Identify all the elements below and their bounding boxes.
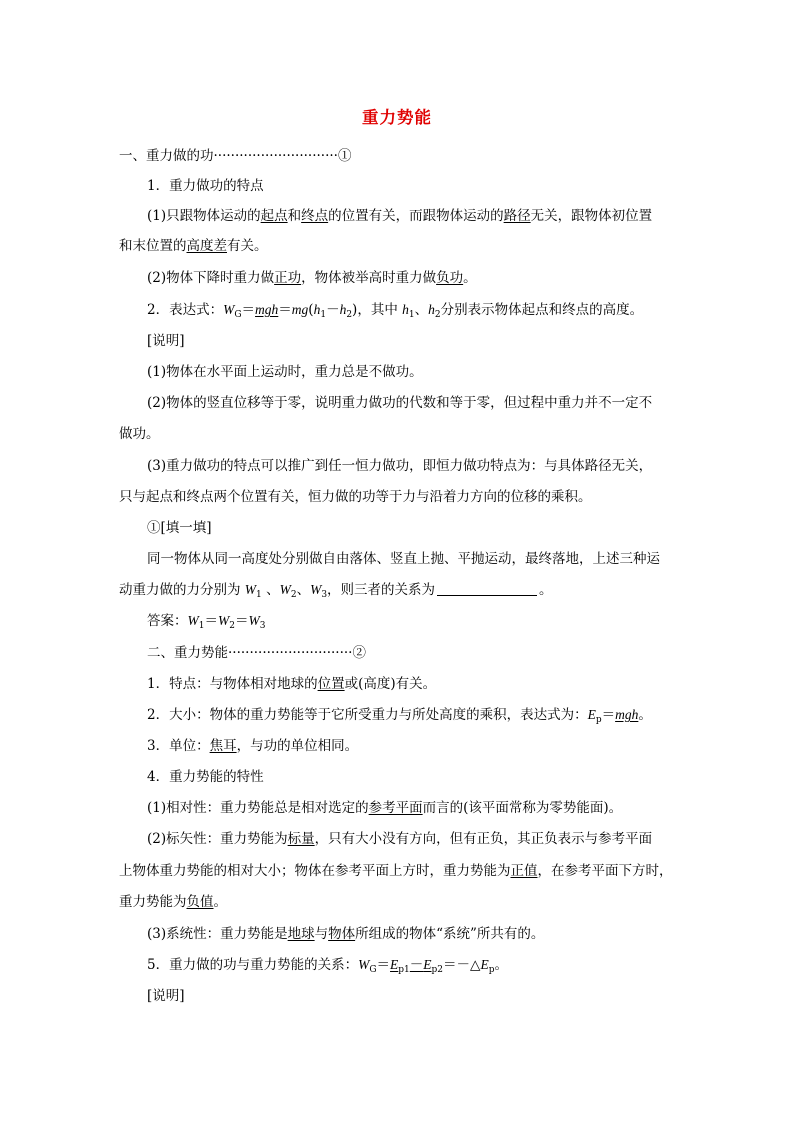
formula-sub: 3 [259,621,266,631]
s1-note3-line1: (3)重力做功的特点可以推广到任一恒力做功，即恒力做功特点为：与具体路径无关， [147,458,653,474]
text: (2)物体下降时重力做 [147,270,275,286]
formula-op: ＝ [376,957,391,973]
underlined-term: 焦耳 [209,738,237,754]
section2-heading [147,643,366,663]
text: ，则三者的关系为 [327,582,436,598]
text: 无关，跟物体初位置 [530,208,653,224]
formula-sub: p2 [431,965,444,975]
s2-scalar-line1 [147,829,652,849]
s2-scalar-line3 [119,892,227,912]
text: 和末位置的 [119,238,187,254]
text: (1)只跟物体运动的 [147,208,261,224]
page-title: 重力势能 [362,108,432,127]
question-line2 [119,580,553,600]
text: (1)相对性：重力势能总是相对选定的 [147,800,369,816]
s1-note-label: [说明] [147,333,185,349]
text: ，在参考平面下方时， [537,863,673,879]
text: 。 [539,582,553,598]
text: 答案： [147,613,188,629]
formula-sub: G [369,965,377,975]
formula-sub: 1 [320,310,327,320]
s1-note3-line2: 只与起点和终点两个位置有关，恒力做的功等于力与沿着力方向的位移的乘积。 [119,489,592,505]
text: 2．大小：物体的重力势能等于它所受重力与所处高度的乘积，表达式为： [147,707,588,723]
underlined-term: 起点 [260,208,288,224]
formula-op: － [326,302,340,318]
answer-blank[interactable] [437,582,537,596]
formula-op: ＝ [204,613,218,629]
formula-sub: 2 [434,310,441,320]
underlined-term: 正功 [274,270,302,286]
formula-var: E [390,957,399,972]
s1-item1-para1-line1 [147,206,652,226]
text: 、 [261,582,280,598]
text: 而言的(该平面常称为零势能面)。 [422,800,623,816]
underlined-term: 地球 [287,926,315,942]
text: 上物体重力势能的相对大小；物体在参考平面上方时，重力势能为 [119,863,511,879]
s1-formula-line [147,300,643,320]
underlined-term: 参考平面 [368,800,423,816]
formula-op: ＝ [241,302,256,318]
section1-heading-text: 一、重力做的功 [119,148,214,164]
formula-sub: 2 [229,621,235,631]
s2-scalar-line2 [119,861,673,881]
underlined-term: 标量 [287,831,315,847]
formula-var: h [428,302,435,317]
formula-sub: 2 [290,590,297,600]
text: ，物体被举高时重力做 [301,270,437,286]
text: ，与功的单位相同。 [236,738,359,754]
underlined-term: 物体 [328,926,356,942]
s1-item1: 1．重力做功的特点 [147,178,264,194]
text: 与 [314,926,329,942]
text: 所组成的物体“系统”所共有的。 [355,926,545,942]
s2-item3 [147,736,358,756]
formula-var: E [480,957,489,972]
text: 和 [287,208,302,224]
s2-note-label: [说明] [147,988,185,1004]
text: 3．单位： [147,738,210,754]
formula-op: ) [352,302,358,318]
formula-sub: p [488,965,495,975]
text: 、 [296,582,311,598]
formula-var: h [339,302,347,317]
formula-var: W [248,613,260,628]
text: 动重力做的力分别为 [119,582,245,598]
text: 。 [463,270,477,286]
formula-sub: 1 [408,310,415,320]
formula-op: ＝ [278,302,292,318]
text: ，其中 [357,302,403,318]
formula-underlined: mgh [615,707,639,722]
formula-var: W [217,613,230,628]
formula-sub: 2 [346,310,353,320]
question-line1: 同一物体从同一高度处分别做自由落体、竖直上抛、平抛运动，最终落地，上述三种运 [147,551,660,567]
s2-item4: 4．重力势能的特性 [147,769,264,785]
section2-heading-text: 二、重力势能 [147,645,228,661]
formula-var: W [358,957,370,972]
s1-note2-line2: 做功。 [119,426,160,442]
text: 。 [213,894,227,910]
formula-var: W [244,582,257,597]
section1-heading [119,146,351,166]
formula-sub: 1 [256,590,262,600]
answer-line [147,611,265,631]
s1-note1: (1)物体在水平面上运动时，重力总是不做功。 [147,364,423,380]
formula-var: mg [291,302,309,317]
formula-op: － [409,957,424,973]
text: 重力势能为 [119,894,187,910]
text: 。 [494,957,508,973]
formula-sub: p [595,715,602,725]
underlined-term: 高度差 [186,238,227,254]
text: 或(高度)有关。 [344,676,437,692]
formula-sub: 3 [321,590,328,600]
formula-op: ＝ [234,613,249,629]
text: 5．重力做的功与重力势能的关系： [147,957,359,973]
section2-leader-dots: ····························· [228,645,353,661]
fill-in-label: ①[填一填] [147,520,212,536]
s1-item1-para2 [147,268,477,288]
text: (3)系统性：重力势能是 [147,926,288,942]
text: 、 [414,302,429,318]
underlined-term: 负值 [186,894,214,910]
formula-var: h [402,302,409,317]
section1-leader-dots: ····························· [213,148,338,164]
formula-var: E [423,957,432,972]
text: 1．特点：与物体相对地球的 [147,676,318,692]
underlined-term: 路径 [503,208,531,224]
underlined-term: 负功 [436,270,464,286]
text: 分别表示物体起点和终点的高度。 [440,302,644,318]
text: 2．表达式： [147,302,224,318]
s2-relation [147,955,508,975]
formula-var: E [587,707,596,722]
s2-item2 [147,705,652,725]
formula-sub: 1 [198,621,205,631]
text: 。 [638,707,652,723]
formula-op: ＝－△ [443,957,481,973]
formula-underlined: mgh [255,302,279,317]
formula-var: W [187,613,199,628]
s1-note2-line1: (2)物体的竖直位移等于零，说明重力做功的代数和等于零，但过程中重力并不一定不 [147,395,653,411]
section2-marker: ② [352,645,366,661]
underlined-term: 正值 [510,863,538,879]
s2-item1 [147,674,436,694]
formula-var: W [223,302,235,317]
s1-item1-para1-line2 [119,236,268,256]
text: (2)标矢性：重力势能为 [147,831,288,847]
formula-var: h [313,302,321,317]
formula-var: W [279,582,291,597]
text: ，只有大小没有方向，但有正负，其正负表示与参考平面 [314,831,653,847]
formula-sub: p1 [398,965,410,975]
underlined-term: 终点 [301,208,329,224]
formula-op: ( [308,302,314,318]
s2-system [147,924,544,944]
text: 有关。 [227,238,268,254]
s2-relativity [147,798,622,818]
formula-var: W [310,582,322,597]
text: 的位置有关，而跟物体运动的 [328,208,504,224]
underlined-term: 位置 [317,676,345,692]
formula-op: ＝ [601,707,616,723]
formula-sub: G [234,310,242,320]
section1-marker: ① [337,148,352,164]
